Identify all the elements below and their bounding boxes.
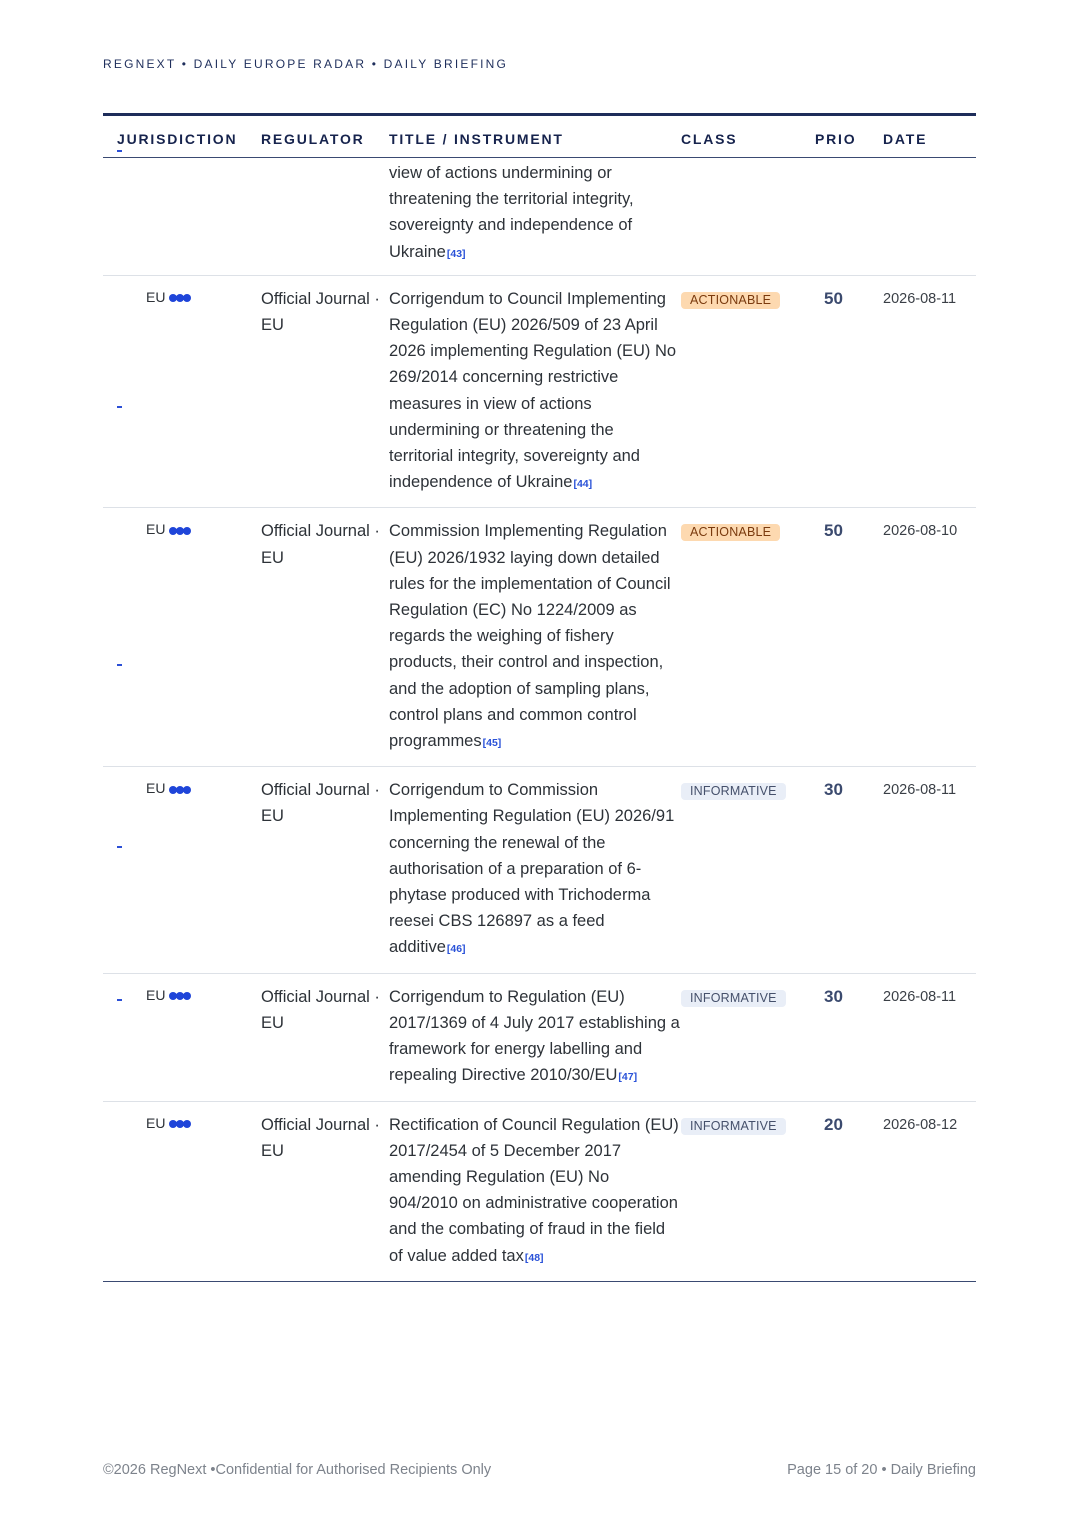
title-text: Corrigendum to Commission Implementing Regulation (EU) 2026/91 concerning the renewal of the authorisation of a preparation of 6-phytase produced with Trichoderma reesei CBS 126897 as a feed additive [389,781,675,957]
jurisdiction-cell [103,275,261,508]
class-cell [681,767,815,973]
report-header: REGNEXT • DAILY EUROPE RADAR • DAILY BRIEFING [103,57,509,71]
title-text: Rectification of Council Regulation (EU) 2017/2454 of 5 December 2017 amending Regulation (EU) No 904/2010 on administrative cooperation and the combating of fraud in the field of value added tax [389,1115,679,1265]
class-badge: ACTIONABLE [681,292,780,309]
row-marker [117,406,122,408]
col-header-title[interactable]: TITLE / INSTRUMENT [389,115,681,158]
briefing-table-container [103,113,976,1282]
priority-dots-icon [169,286,190,308]
jurisdiction-label: EU [146,780,166,797]
reference-link[interactable]: [43] [446,247,466,260]
class-cell [681,275,815,508]
reference-link[interactable]: [46] [446,943,466,956]
table-row [103,973,976,1101]
date-cell: 2026-08-11 [883,973,976,1101]
date-cell: 2026-08-12 [883,1101,976,1281]
table-row-continued [103,158,976,276]
briefing-table [103,113,976,1282]
jurisdiction-label: EU [146,288,166,305]
prio-cell: 30 [815,973,883,1101]
row-marker [117,999,122,1001]
footer-copyright: ©2026 RegNext •Confidential for Authorised Recipients Only [103,1462,492,1478]
class-cell [681,1101,815,1281]
jurisdiction-cell [103,1101,261,1281]
regulator-cell: Official Journal · EU [261,275,389,508]
title-cell [389,973,681,1101]
reference-link[interactable]: [47] [618,1071,638,1084]
priority-dots-icon [169,984,190,1006]
prio-cell: 50 [815,508,883,767]
title-text: view of actions undermining or threatening the territorial integrity, sovereignty and independence of Ukraine [389,164,634,261]
title-cell [389,1101,681,1281]
date-cell: 2026-08-10 [883,508,976,767]
priority-dots-icon [169,778,190,800]
title-cell [389,508,681,767]
jurisdiction-cell [103,767,261,973]
row-marker [117,664,122,666]
priority-dots-icon [169,1112,190,1134]
col-header-prio[interactable]: PRIO [815,115,883,158]
col-header-jurisdiction[interactable]: JURISDICTION [103,115,261,158]
row-marker [117,846,122,848]
priority-dots-icon [169,519,190,541]
regulator-cell: Official Journal · EU [261,767,389,973]
class-badge: ACTIONABLE [681,524,780,541]
title-cell [389,275,681,508]
class-cell [681,973,815,1101]
title-cell [389,767,681,973]
class-badge: INFORMATIVE [681,1118,786,1135]
prio-cell: 50 [815,275,883,508]
col-header-regulator[interactable]: REGULATOR [261,115,389,158]
sort-indicator [117,150,122,152]
regulator-cell: Official Journal · EU [261,973,389,1101]
table-row [103,275,976,508]
regulator-cell: Official Journal · EU [261,508,389,767]
table-row [103,1101,976,1281]
table-row [103,767,976,973]
title-text: Corrigendum to Council Implementing Regulation (EU) 2026/509 of 23 April 2026 implementing Regulation (EU) No 269/2014 concerning restrictive measures in view of actions undermining or threatening the territorial integrity, sovereignty and independence of Ukraine [389,289,677,492]
reference-link[interactable]: [48] [524,1251,544,1264]
jurisdiction-label: EU [146,1114,166,1131]
date-cell: 2026-08-11 [883,767,976,973]
jurisdiction-label: EU [146,986,166,1003]
prio-cell: 20 [815,1101,883,1281]
prio-cell: 30 [815,767,883,973]
title-cell [389,158,681,276]
title-text: Commission Implementing Regulation (EU) 2026/1932 laying down detailed rules for the implementation of Council Regulation (EC) No 1224/2009 as regards the weighing of fishery products, their control and inspection, and the adoption of sampling plans, control plans and common control programmes [389,522,671,751]
table-header-row [103,115,976,158]
regulator-cell: Official Journal · EU [261,1101,389,1281]
col-header-class[interactable]: CLASS [681,115,815,158]
class-badge: INFORMATIVE [681,990,786,1007]
footer-page-info: Page 15 of 20 • Daily Briefing [787,1462,976,1478]
jurisdiction-label: EU [146,521,166,538]
col-header-date[interactable]: DATE [883,115,976,158]
jurisdiction-cell [103,973,261,1101]
date-cell: 2026-08-11 [883,275,976,508]
title-text: Corrigendum to Regulation (EU) 2017/1369 of 4 July 2017 establishing a framework for energy labelling and repealing Directive 2010/30/EU [389,987,680,1085]
class-cell [681,508,815,767]
table-row [103,508,976,767]
class-badge: INFORMATIVE [681,783,786,800]
reference-link[interactable]: [45] [482,737,502,750]
reference-link[interactable]: [44] [573,478,593,491]
jurisdiction-cell [103,508,261,767]
